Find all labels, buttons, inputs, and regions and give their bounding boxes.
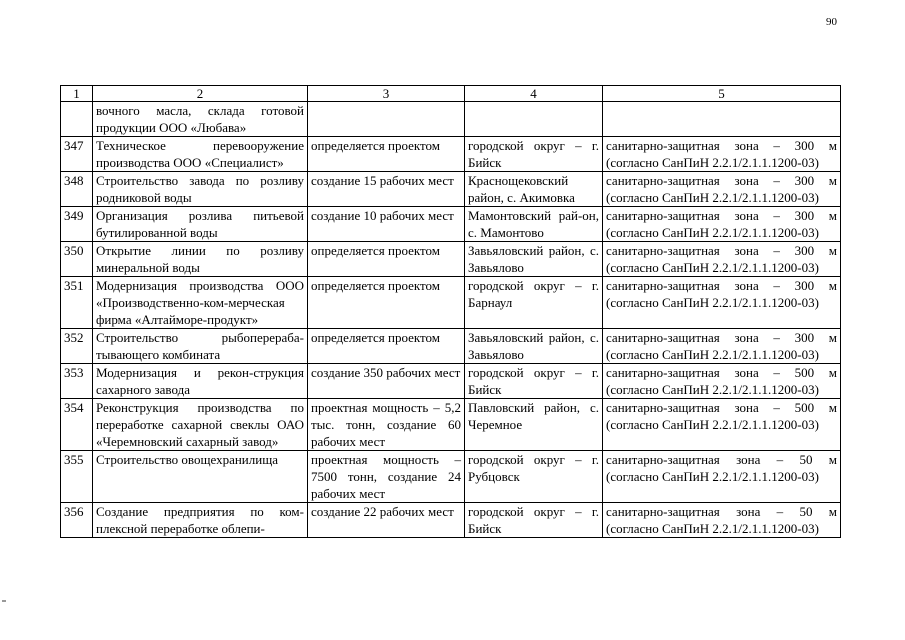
table-row — [61, 242, 841, 277]
sanitary-zone — [603, 102, 841, 137]
project-scale: проектная мощность – 5,2 тыс. тонн, создание 60 рабочих мест — [308, 399, 465, 451]
sanitary-zone: санитарно-защитная зона – 300 м (согласно СанПиН 2.2.1/2.1.1.1200-03) — [603, 207, 841, 242]
row-number — [61, 102, 93, 137]
project-name: Строительство овощехранилища — [93, 451, 308, 503]
project-name: Строительство завода по розливу родниковой воды — [93, 172, 308, 207]
row-number: 348 — [61, 172, 93, 207]
project-scale: определяется проектом — [308, 329, 465, 364]
project-name: Строительство рыбоперераба-тывающего комбината — [93, 329, 308, 364]
project-scale: определяется проектом — [308, 277, 465, 329]
sanitary-zone: санитарно-защитная зона – 50 м (согласно СанПиН 2.2.1/2.1.1.1200-03) — [603, 451, 841, 503]
table-row — [61, 364, 841, 399]
table-row — [61, 399, 841, 451]
project-location: Павловский район, с. Черемное — [465, 399, 603, 451]
projects-table — [60, 85, 841, 538]
table-row — [61, 102, 841, 137]
project-scale: создание 22 рабочих мест — [308, 503, 465, 538]
sanitary-zone: санитарно-защитная зона – 500 м (согласно СанПиН 2.2.1/2.1.1.1200-03) — [603, 364, 841, 399]
project-name: Модернизация и рекон-струкция сахарного завода — [93, 364, 308, 399]
header-col-1: 1 — [61, 86, 93, 102]
project-scale: создание 15 рабочих мест — [308, 172, 465, 207]
table-row — [61, 172, 841, 207]
project-location — [465, 102, 603, 137]
header-col-2: 2 — [93, 86, 308, 102]
table-row — [61, 207, 841, 242]
project-location: городской округ – г. Бийск — [465, 503, 603, 538]
row-number: 349 — [61, 207, 93, 242]
row-number: 351 — [61, 277, 93, 329]
project-name: Открытие линии по розливу минеральной воды — [93, 242, 308, 277]
row-number: 353 — [61, 364, 93, 399]
row-number: 355 — [61, 451, 93, 503]
scan-edge-mark — [2, 600, 6, 602]
table-row — [61, 329, 841, 364]
header-col-4: 4 — [465, 86, 603, 102]
project-name: Реконструкция производства по переработке сахарной свеклы ОАО «Черемновский сахарный завод» — [93, 399, 308, 451]
project-name: вочного масла, склада готовой продукции ООО «Любава» — [93, 102, 308, 137]
project-name: Техническое перевооружение производства ООО «Специалист» — [93, 137, 308, 172]
sanitary-zone: санитарно-защитная зона – 500 м (согласно СанПиН 2.2.1/2.1.1.1200-03) — [603, 399, 841, 451]
project-location: городской округ – г. Барнаул — [465, 277, 603, 329]
sanitary-zone: санитарно-защитная зона – 300 м (согласно СанПиН 2.2.1/2.1.1.1200-03) — [603, 277, 841, 329]
project-location: Краснощековский район, с. Акимовка — [465, 172, 603, 207]
header-row — [61, 86, 841, 102]
project-location: городской округ – г. Бийск — [465, 137, 603, 172]
project-scale: создание 10 рабочих мест — [308, 207, 465, 242]
project-scale: проектная мощность – 7500 тонн, создание 24 рабочих мест — [308, 451, 465, 503]
table-row — [61, 137, 841, 172]
table-row — [61, 277, 841, 329]
project-name: Создание предприятия по ком-плексной переработке облепи- — [93, 503, 308, 538]
project-name: Организация розлива питьевой бутилированной воды — [93, 207, 308, 242]
project-location: Мамонтовский рай-он, с. Мамонтово — [465, 207, 603, 242]
sanitary-zone: санитарно-защитная зона – 300 м (согласно СанПиН 2.2.1/2.1.1.1200-03) — [603, 329, 841, 364]
row-number: 350 — [61, 242, 93, 277]
project-scale — [308, 102, 465, 137]
table-row — [61, 503, 841, 538]
header-col-3: 3 — [308, 86, 465, 102]
sanitary-zone: санитарно-защитная зона – 300 м (согласно СанПиН 2.2.1/2.1.1.1200-03) — [603, 242, 841, 277]
row-number: 347 — [61, 137, 93, 172]
project-location: городской округ – г. Бийск — [465, 364, 603, 399]
row-number: 354 — [61, 399, 93, 451]
row-number: 356 — [61, 503, 93, 538]
project-location: Завьяловский район, с. Завьялово — [465, 242, 603, 277]
row-number: 352 — [61, 329, 93, 364]
project-location: городской округ – г. Рубцовск — [465, 451, 603, 503]
sanitary-zone: санитарно-защитная зона – 300 м (согласно СанПиН 2.2.1/2.1.1.1200-03) — [603, 172, 841, 207]
project-name: Модернизация производства ООО «Производственно-ком-мерческая фирма «Алтайморе-продукт» — [93, 277, 308, 329]
table-row — [61, 451, 841, 503]
project-scale: создание 350 рабочих мест — [308, 364, 465, 399]
header-col-5: 5 — [603, 86, 841, 102]
sanitary-zone: санитарно-защитная зона – 300 м (согласно СанПиН 2.2.1/2.1.1.1200-03) — [603, 137, 841, 172]
page-number: 90 — [826, 16, 837, 28]
project-scale: определяется проектом — [308, 242, 465, 277]
sanitary-zone: санитарно-защитная зона – 50 м (согласно СанПиН 2.2.1/2.1.1.1200-03) — [603, 503, 841, 538]
project-location: Завьяловский район, с. Завьялово — [465, 329, 603, 364]
project-scale: определяется проектом — [308, 137, 465, 172]
